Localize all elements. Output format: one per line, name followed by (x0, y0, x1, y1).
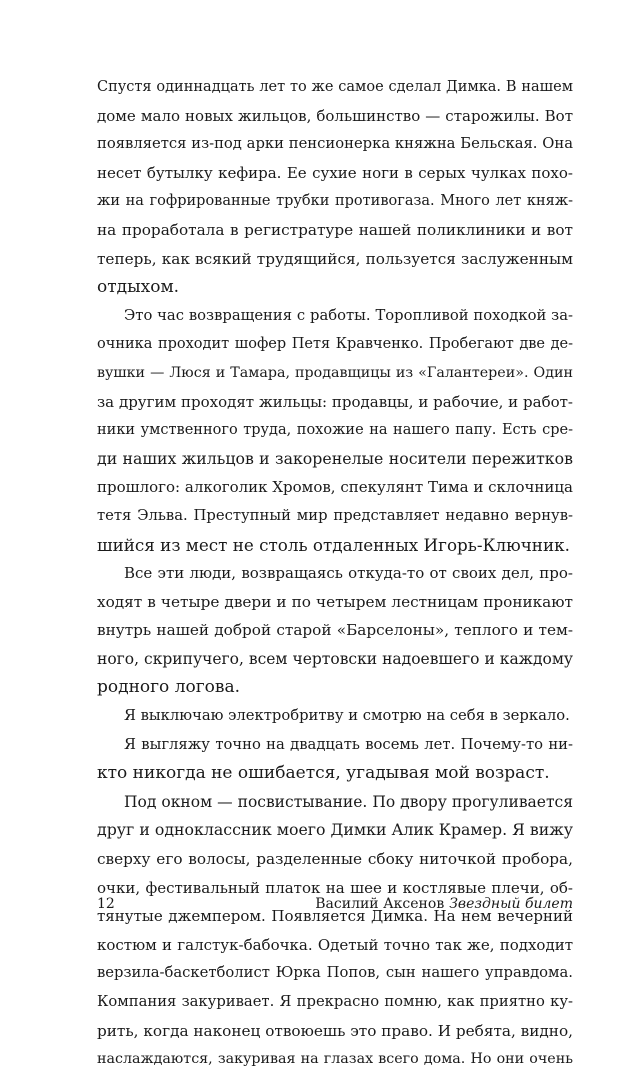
text-line: жи на гофрированные трубки противогаза. Много лет княж- (97, 193, 573, 210)
text-line: очки, фестивальный платок на шее и костлявые плечи, об- (97, 878, 573, 897)
text-line: тетя Эльва. Преступный мир представляет недавно вернув- (97, 506, 573, 524)
running-head (315, 896, 573, 912)
text-line: Компания закуривает. Я прекрасно помню, как приятно ку- (97, 993, 573, 1010)
text-line: шийся из мест не столь отдаленных Игорь-Ключник. (97, 534, 570, 555)
text-line: Под окном — посвистывание. По двору прогуливается (124, 792, 573, 811)
text-line: прошлого: алкоголик Хромов, спекулянт Тима и склочница (97, 478, 573, 497)
text-line: вушки — Люся и Тамара, продавщицы из «Галантереи». Один (97, 364, 573, 381)
text-line: Это час возвращения с работы. Торопливой походкой за- (124, 306, 573, 324)
text-line: сверху его волосы, разделенные сбоку ниточкой пробора, (97, 850, 573, 869)
text-line: родного логова. (97, 677, 240, 698)
text-line: ходят в четыре двери и по четырем лестницам проникают (97, 592, 573, 611)
text-line: друг и одноклассник моего Димки Алик Крамер. Я вижу (97, 820, 573, 840)
page-number: 12 (97, 896, 115, 912)
text-line: кто никогда не ошибается, угадывая мой возраст. (97, 763, 550, 784)
text-line: теперь, как всякий трудящийся, пользуется заслуженным (97, 249, 573, 268)
text-line: отдыхом. (97, 277, 180, 298)
text-line: несет бутылку кефира. Ее сухие ноги в серых чулках похо- (97, 163, 573, 182)
text-line: за другим проходят жильцы: продавцы, и рабочие, и работ- (97, 392, 573, 411)
running-head-title: Звездный билет (449, 896, 573, 912)
text-line: Все эти люди, возвращаясь откуда-то от своих дел, про- (124, 564, 573, 583)
page-footer (97, 896, 573, 920)
text-line: ди наших жильцов и закоренелые носители пережитков (97, 448, 573, 468)
text-line: ного, скрипучего, всем чертовски надоевшего и каждому (97, 649, 573, 668)
text-line: тянутые джемпером. Появляется Димка. На нем вечерний (97, 907, 573, 926)
paragraph (97, 702, 573, 731)
text-line: костюм и галстук-бабочка. Одетый точно так же, подходит (97, 935, 573, 954)
text-line: на проработала в регистратуре нашей поликлиники и вот (97, 220, 573, 239)
paragraph (97, 302, 573, 559)
text-line: наслаждаются, закуривая на глазах всего дома. Но они очень (97, 1051, 573, 1068)
paragraph (97, 731, 573, 788)
text-line: Я выгляжу точно на двадцать восемь лет. Почему-то ни- (124, 735, 573, 753)
running-head-author: Василий Аксенов (315, 896, 445, 912)
text-line: верзила-баскетболист Юрка Попов, сын нашего управдома. (97, 964, 573, 982)
paragraph (97, 559, 573, 702)
text-line: Я выключаю электробритву и смотрю на себя в зеркало. (124, 707, 570, 725)
body-text (97, 73, 573, 1074)
text-line: внутрь нашей доброй старой «Барселоны», теплого и тем- (97, 621, 573, 640)
text-line: Спустя одиннадцать лет то же самое сделал Димка. В нашем (97, 79, 573, 95)
paragraph (97, 73, 573, 302)
paragraph (97, 788, 573, 1074)
text-line: очника проходит шофер Петя Кравченко. Пробегают две де- (97, 336, 573, 353)
text-line: ники умственного труда, похожие на нашего папу. Есть сре- (97, 422, 573, 439)
text-line: доме мало новых жильцов, большинство — старожилы. Вот (97, 106, 573, 125)
text-line: рить, когда наконец отвоюешь это право. И ребята, видно, (97, 1021, 573, 1040)
text-line: появляется из-под арки пенсионерка княжна Бельская. Она (97, 135, 573, 153)
